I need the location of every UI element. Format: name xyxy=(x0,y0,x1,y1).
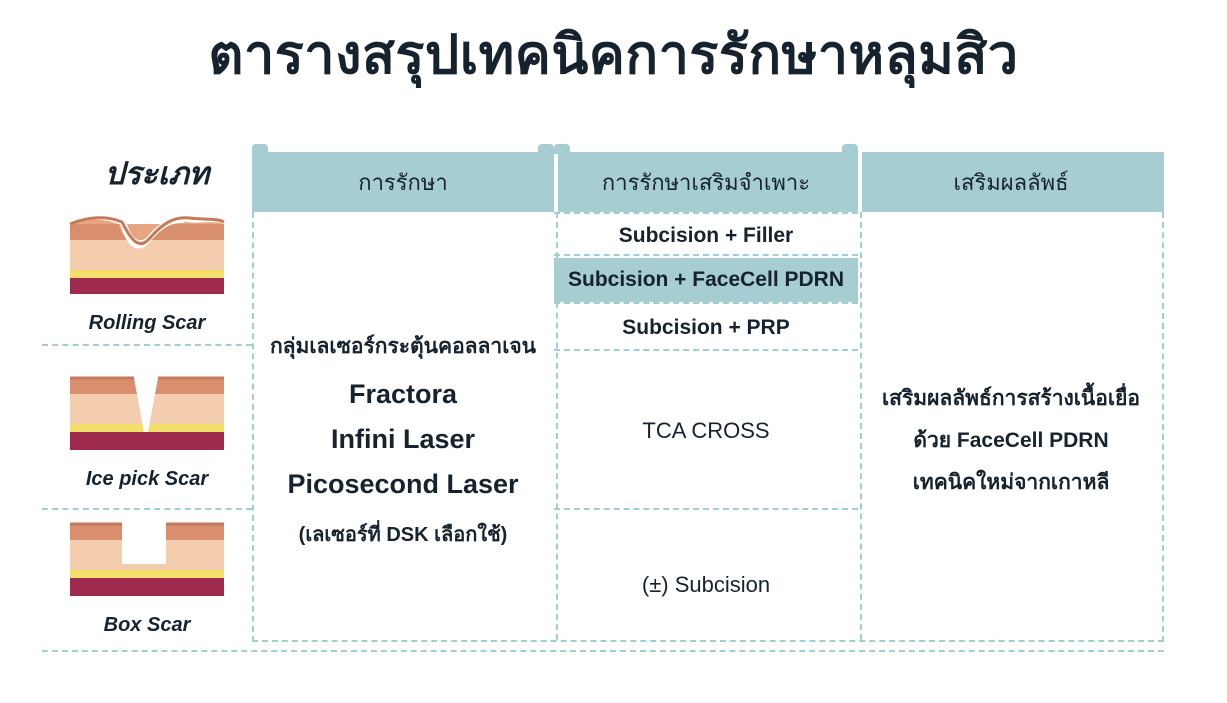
row-ice-pick-scar-label: Ice pick Scar xyxy=(85,468,209,490)
notch-left-icon xyxy=(554,144,570,154)
treatment-laser-infini: Infini Laser xyxy=(330,424,476,454)
specific-cell-divider-3 xyxy=(554,302,858,304)
table-bottom-divider xyxy=(42,650,1164,652)
notch-right-icon xyxy=(842,144,858,154)
specific-icepick-option: TCA CROSS xyxy=(642,418,770,443)
box-scar-skin-cross-section-icon xyxy=(62,508,232,608)
row-rolling-scar-label: Rolling Scar xyxy=(88,312,206,334)
boost-column-content xyxy=(858,378,1164,504)
treatment-laser-picosecond: Picosecond Laser xyxy=(287,469,519,499)
notch-right-icon xyxy=(538,144,554,154)
row-box-scar-label: Box Scar xyxy=(103,614,191,636)
specific-rolling-option-1: Subcision + Filler xyxy=(618,224,794,247)
treatment-laser-fractora: Fractora xyxy=(348,379,458,409)
row-ice-pick-scar xyxy=(62,362,232,491)
specific-cell-divider-2 xyxy=(554,254,858,256)
specific-rolling-option-2-highlighted: Subcision + FaceCell PDRN xyxy=(554,258,858,302)
specific-cell-divider-4 xyxy=(554,349,858,351)
treatment-note-text: (เลเซอร์ที่ DSK เลือกใช้) xyxy=(298,524,508,546)
column-header-boost xyxy=(858,152,1164,212)
notch-left-icon xyxy=(252,144,268,154)
specific-box-option: (±) Subcision xyxy=(641,572,771,597)
ice-pick-scar-skin-cross-section-icon xyxy=(62,362,232,462)
boost-line-3: เทคนิคใหม่จากเกาหลี xyxy=(912,471,1110,494)
category-column-header: ประเภท xyxy=(104,156,210,191)
treatment-lead-text: กลุ่มเลเซอร์กระตุ้นคอลลาเจน xyxy=(269,335,537,358)
column-header-specific xyxy=(554,152,858,212)
table-header-band xyxy=(252,152,1164,212)
specific-rolling-option-3: Subcision + PRP xyxy=(622,316,790,339)
column-header-treatment xyxy=(252,152,554,212)
boost-line-2: ด้วย FaceCell PDRN xyxy=(913,429,1109,452)
row-rolling-scar xyxy=(62,206,232,335)
column-header-treatment-label: การรักษา xyxy=(358,169,448,195)
page-title: ตารางสรุปเทคนิคการรักษาหลุมสิว xyxy=(208,25,1019,85)
boost-line-1: เสริมผลลัพธ์การสร้างเนื้อเยื่อ xyxy=(882,387,1140,410)
column-header-specific-label: การรักษาเสริมจำเพาะ xyxy=(601,169,811,195)
specific-cell-divider-5 xyxy=(554,508,858,510)
column-header-boost-label: เสริมผลลัพธ์ xyxy=(953,169,1069,195)
row-box-scar xyxy=(62,508,232,637)
row-divider-rolling-icepick xyxy=(42,344,252,346)
treatment-column-content xyxy=(252,330,554,550)
rolling-scar-skin-cross-section-icon xyxy=(62,206,232,306)
